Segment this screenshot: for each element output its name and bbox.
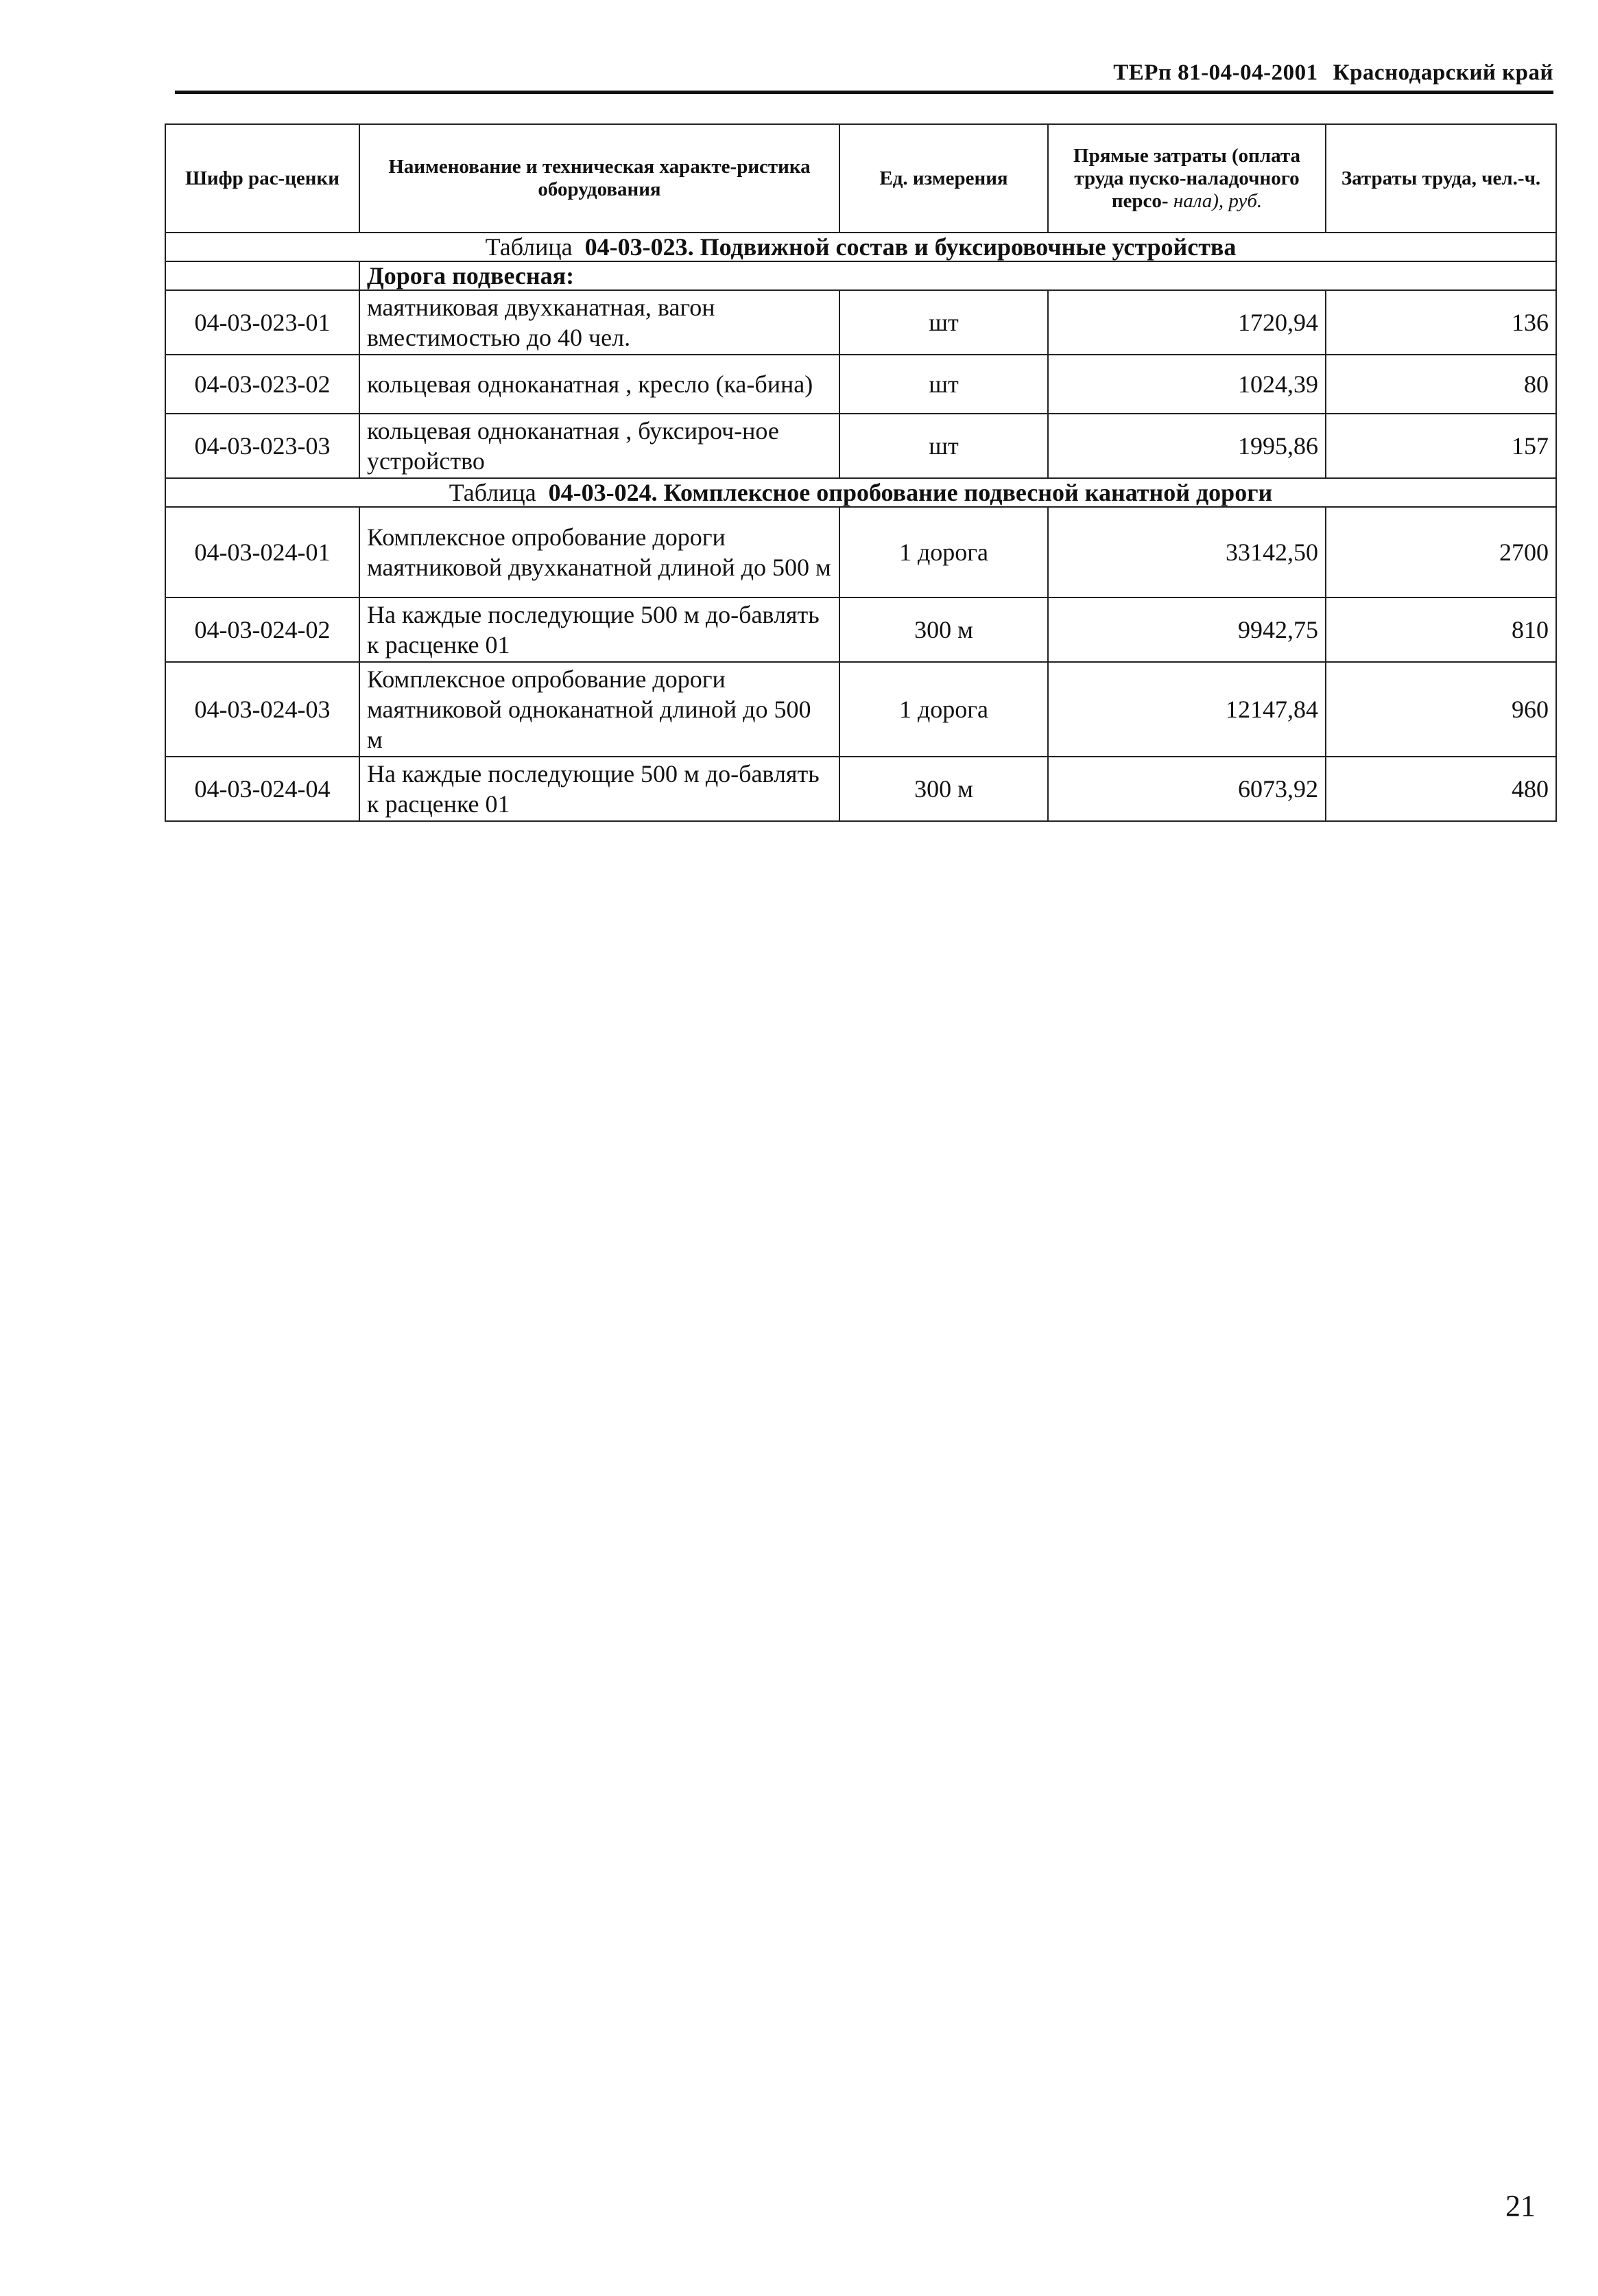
section-title <box>165 478 1556 507</box>
section-title-row <box>165 478 1556 507</box>
header-rule <box>175 91 1553 94</box>
column-header-name: Наименование и техническая характе-ристика оборудования <box>359 124 839 233</box>
column-header-price-tail: нала), руб. <box>1173 189 1263 212</box>
rate-name: На каждые последующие 500 м до-бавлять к расценке 01 <box>359 597 839 662</box>
table-header-row <box>165 124 1556 233</box>
column-header-code: Шифр рас-ценки <box>165 124 359 233</box>
subheading-row <box>165 261 1556 290</box>
rate-unit: 300 м <box>839 597 1048 662</box>
rate-code: 04-03-023-02 <box>165 355 359 414</box>
rate-code: 04-03-024-03 <box>165 662 359 757</box>
rate-price: 33142,50 <box>1048 507 1326 597</box>
rate-labor: 136 <box>1326 290 1556 355</box>
rate-name: кольцевая одноканатная , кресло (ка-бина) <box>359 355 839 414</box>
rate-price: 1024,39 <box>1048 355 1326 414</box>
rate-name: маятниковая двухканатная, вагон вместимостью до 40 чел. <box>359 290 839 355</box>
running-header <box>175 60 1553 86</box>
rate-name: На каждые последующие 500 м до-бавлять к расценке 01 <box>359 757 839 821</box>
rate-code: 04-03-024-01 <box>165 507 359 597</box>
rate-code: 04-03-023-01 <box>165 290 359 355</box>
rate-price: 6073,92 <box>1048 757 1326 821</box>
section-title-text: 04-03-024. Комплексное опробование подвесной канатной дороги <box>548 479 1273 506</box>
region-name: Краснодарский край <box>1333 60 1553 85</box>
rates-table <box>165 123 1557 822</box>
section-title-text: 04-03-023. Подвижной состав и буксировочные устройства <box>584 233 1237 261</box>
rate-labor: 157 <box>1326 414 1556 478</box>
column-header-price-label: Прямые затраты (оплата труда пуско-наладочного персо- <box>1073 144 1300 212</box>
rate-labor: 810 <box>1326 597 1556 662</box>
column-header-labor: Затраты труда, чел.-ч. <box>1326 124 1556 233</box>
table-row <box>165 662 1556 757</box>
rate-code: 04-03-024-04 <box>165 757 359 821</box>
table-row <box>165 757 1556 821</box>
table-row <box>165 290 1556 355</box>
rate-name: кольцевая одноканатная , буксироч-ное устройство <box>359 414 839 478</box>
section-title <box>165 233 1556 261</box>
document-code: ТЕРп 81-04-04-2001 <box>1113 60 1318 85</box>
rate-name: Комплексное опробование дороги маятниковой двухканатной длиной до 500 м <box>359 507 839 597</box>
table-row <box>165 414 1556 478</box>
table-row <box>165 597 1556 662</box>
rate-price: 12147,84 <box>1048 662 1326 757</box>
rate-price: 9942,75 <box>1048 597 1326 662</box>
rate-unit: 1 дорога <box>839 662 1048 757</box>
rate-unit: шт <box>839 414 1048 478</box>
table-row <box>165 355 1556 414</box>
rate-labor: 80 <box>1326 355 1556 414</box>
page-number: 21 <box>1505 2189 1536 2223</box>
column-header-unit: Ед. измерения <box>839 124 1048 233</box>
subheading-empty-cell <box>165 261 359 290</box>
rate-price: 1995,86 <box>1048 414 1326 478</box>
rate-labor: 480 <box>1326 757 1556 821</box>
section-title-prefix: Таблица <box>485 233 573 261</box>
rate-unit: 1 дорога <box>839 507 1048 597</box>
rate-unit: 300 м <box>839 757 1048 821</box>
rate-code: 04-03-024-02 <box>165 597 359 662</box>
section-title-row <box>165 233 1556 261</box>
column-header-price <box>1048 124 1326 233</box>
rate-labor: 960 <box>1326 662 1556 757</box>
rate-labor: 2700 <box>1326 507 1556 597</box>
table-row <box>165 507 1556 597</box>
rate-unit: шт <box>839 355 1048 414</box>
section-title-prefix: Таблица <box>449 479 536 506</box>
subheading-label: Дорога подвесная: <box>359 261 1556 290</box>
rate-price: 1720,94 <box>1048 290 1326 355</box>
rate-name: Комплексное опробование дороги маятниковой одноканатной длиной до 500 м <box>359 662 839 757</box>
rate-unit: шт <box>839 290 1048 355</box>
rate-code: 04-03-023-03 <box>165 414 359 478</box>
